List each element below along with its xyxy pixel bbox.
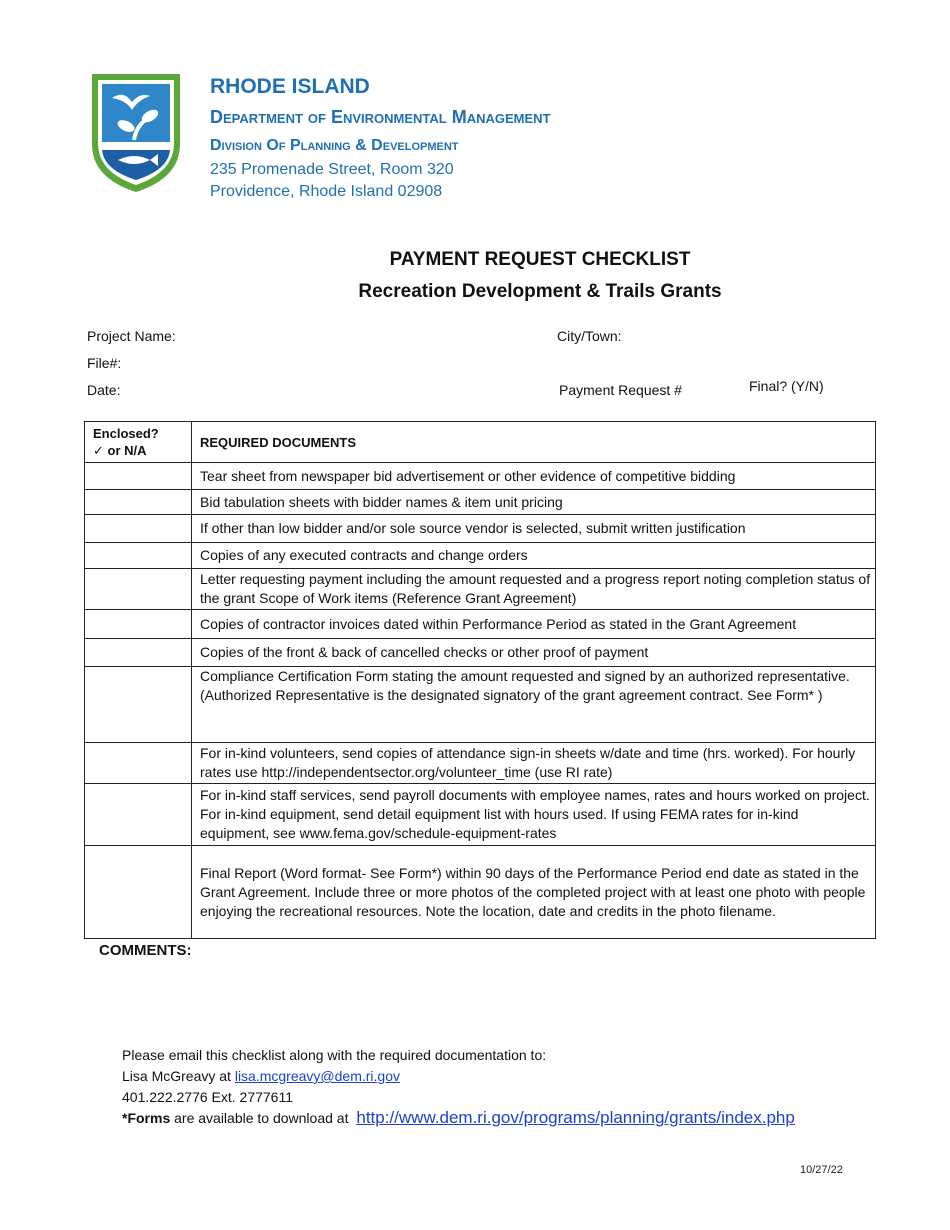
- enclosed-header-line1: Enclosed?: [93, 426, 159, 441]
- document-item: Final Report (Word format- See Form*) within 90 days of the Performance Period end date as stated in the Grant Agreement. Include three or more photos of the completed project with at least one photo with people enjoying the recreational resources. Note the location, date and credits in the photo filename.: [192, 846, 876, 939]
- table-header-row: [85, 422, 876, 463]
- state-name: RHODE ISLAND: [210, 75, 370, 98]
- address-line-1: 235 Promenade Street, Room 320: [210, 161, 454, 178]
- date-label: Date:: [87, 382, 121, 398]
- table-row: [85, 667, 876, 743]
- footer-forms: [122, 1108, 795, 1128]
- document-item: Compliance Certification Form stating the amount requested and signed by an authorized representative. (Authorized Representative is the designated signatory of the grant agreement contract. See Form* ): [192, 667, 876, 743]
- page-title: PAYMENT REQUEST CHECKLIST: [389, 249, 691, 270]
- checklist-table: [84, 421, 876, 939]
- revision-date: 10/27/22: [800, 1164, 843, 1176]
- enclosed-checkbox-cell[interactable]: [85, 743, 192, 784]
- enclosed-header-line2: ✓ or N/A: [93, 443, 147, 458]
- page-subtitle: Recreation Development & Trails Grants: [358, 281, 722, 302]
- payment-request-label: Payment Request #: [559, 382, 682, 398]
- footer-phone: 401.222.2776 Ext. 2777611: [122, 1089, 294, 1105]
- enclosed-checkbox-cell[interactable]: [85, 543, 192, 569]
- project-name-label: Project Name:: [87, 328, 176, 344]
- enclosed-checkbox-cell[interactable]: [85, 569, 192, 610]
- enclosed-checkbox-cell[interactable]: [85, 667, 192, 743]
- document-item: Copies of the front & back of cancelled checks or other proof of payment: [192, 639, 876, 667]
- table-row: [85, 610, 876, 639]
- document-item: Tear sheet from newspaper bid advertisement or other evidence of competitive bidding: [192, 463, 876, 490]
- table-row: [85, 784, 876, 846]
- final-label: Final? (Y/N): [749, 378, 824, 394]
- document-item: Copies of contractor invoices dated within Performance Period as stated in the Grant Agreement: [192, 610, 876, 639]
- division-name: Division Of Planning & Development: [210, 137, 459, 154]
- comments-label: COMMENTS:: [99, 942, 192, 959]
- table-row: [85, 743, 876, 784]
- table-row: [85, 490, 876, 515]
- ri-dem-logo-icon: [88, 70, 184, 194]
- contact-name: Lisa McGreavy at: [122, 1068, 231, 1084]
- document-item: If other than low bidder and/or sole source vendor is selected, submit written justification: [192, 515, 876, 543]
- enclosed-checkbox-cell[interactable]: [85, 515, 192, 543]
- table-row: [85, 846, 876, 939]
- footer-instructions: Please email this checklist along with the required documentation to:: [122, 1047, 547, 1063]
- documents-column-header: REQUIRED DOCUMENTS: [192, 422, 876, 463]
- table-row: [85, 543, 876, 569]
- document-item: Copies of any executed contracts and change orders: [192, 543, 876, 569]
- forms-bold-label: *Forms: [122, 1110, 171, 1126]
- table-row: [85, 569, 876, 610]
- document-item: For in-kind staff services, send payroll documents with employee names, rates and hours worked on project. For in-kind equipment, send detail equipment list with hours used. If using FEMA rates for in-kind equipment, see www.fema.gov/schedule-equipment-rates: [192, 784, 876, 846]
- contact-email-link[interactable]: lisa.mcgreavy@dem.ri.gov: [234, 1068, 400, 1084]
- document-item: Letter requesting payment including the amount requested and a progress report noting completion status of the grant Scope of Work items (Reference Grant Agreement): [192, 569, 876, 610]
- enclosed-checkbox-cell[interactable]: [85, 610, 192, 639]
- table-row: [85, 639, 876, 667]
- enclosed-checkbox-cell[interactable]: [85, 463, 192, 490]
- forms-download-link[interactable]: http://www.dem.ri.gov/programs/planning/grants/index.php: [356, 1108, 795, 1127]
- department-name: Department of Environmental Management: [210, 107, 551, 127]
- enclosed-checkbox-cell[interactable]: [85, 490, 192, 515]
- table-row: [85, 463, 876, 490]
- footer-contact: [122, 1068, 400, 1084]
- enclosed-column-header: [85, 422, 192, 463]
- document-item: For in-kind volunteers, send copies of attendance sign-in sheets w/date and time (hrs. worked). For hourly rates use http://independentsector.org/volunteer_time (use RI rate): [192, 743, 876, 784]
- table-row: [85, 515, 876, 543]
- address-line-2: Providence, Rhode Island 02908: [210, 183, 443, 200]
- document-item: Bid tabulation sheets with bidder names & item unit pricing: [192, 490, 876, 515]
- forms-text: are available to download at: [174, 1110, 349, 1126]
- enclosed-checkbox-cell[interactable]: [85, 846, 192, 939]
- city-town-label: City/Town:: [557, 328, 622, 344]
- enclosed-checkbox-cell[interactable]: [85, 639, 192, 667]
- enclosed-checkbox-cell[interactable]: [85, 784, 192, 846]
- file-number-label: File#:: [87, 355, 122, 371]
